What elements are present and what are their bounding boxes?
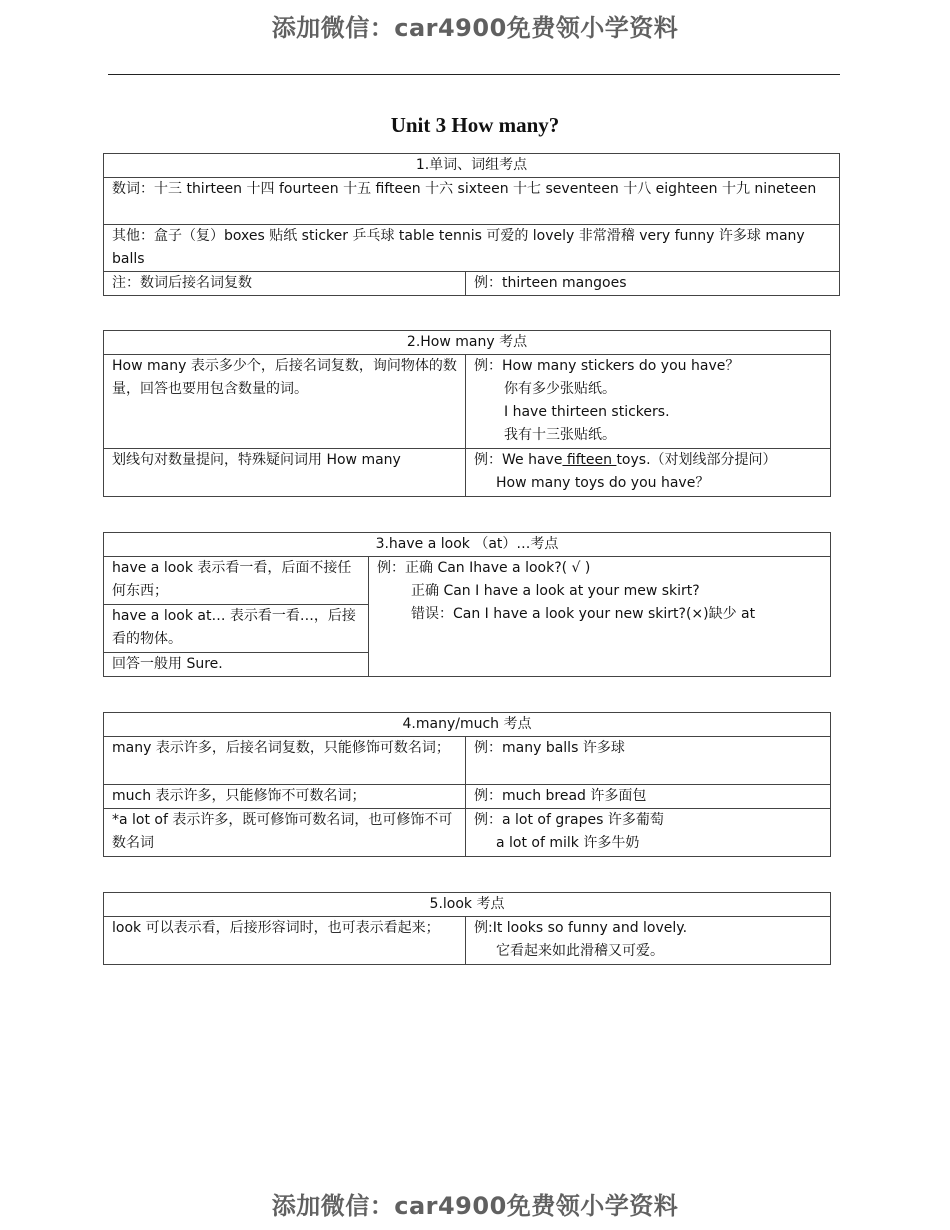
- section1-table: [103, 153, 840, 296]
- section2-example-line2: 你有多少张贴纸。: [504, 381, 616, 397]
- section5-row1-left: look 可以表示看，后接形容词时，也可表示看起来；: [104, 917, 466, 965]
- section3-left2: have a look at… 表示看一看…，后接看的物体。: [104, 605, 369, 653]
- header-divider: [108, 74, 840, 75]
- section2-example-line4: 我有十三张贴纸。: [504, 427, 616, 443]
- section4-row2-left: much 表示许多，只能修饰不可数名词；: [104, 785, 466, 809]
- section1-note-left: 注：数词后接名词复数: [104, 272, 466, 296]
- section2-row1-left: How many 表示多少个，后接名词复数，询问物体的数量，回答也要用包含数量的词。: [104, 355, 466, 449]
- section3-header: 3.have a look （at）…考点: [104, 533, 831, 557]
- section1-others-row: 其他：盒子（复）boxes 贴纸 sticker 乒乓球 table tennis 可爱的 lovely 非常滑稽 very funny 许多球 many balls: [104, 225, 840, 272]
- section3-table: [103, 532, 831, 677]
- section4-row1-right: 例：many balls 许多球: [466, 737, 831, 785]
- section5-example-line1: 例:It looks so funny and lovely.: [474, 920, 688, 936]
- section2-row2-left: 划线句对数量提问，特殊疑问词用 How many: [104, 449, 466, 497]
- section2-example-line3: I have thirteen stickers.: [504, 404, 670, 420]
- section2-header: 2.How many 考点: [104, 331, 831, 355]
- section4-row3-left: *a lot of 表示许多，既可修饰可数名词，也可修饰不可数名词: [104, 809, 466, 857]
- section2-example-question: How many toys do you have？: [496, 475, 710, 491]
- section5-example-line2: 它看起来如此滑稽又可爱。: [496, 943, 664, 959]
- watermark-top: 添加微信：car4900免费领小学资料: [271, 14, 679, 42]
- section3-example-line3: 错误：Can I have a look your new skirt?(×)缺少 at: [411, 606, 756, 622]
- section2-table: [103, 330, 831, 497]
- section4-example-line1: 例：a lot of grapes 许多葡萄: [474, 812, 664, 828]
- section4-row2-right: 例：much bread 许多面包: [466, 785, 831, 809]
- watermark-bottom: 添加微信：car4900免费领小学资料: [271, 1192, 679, 1220]
- section2-example-post: toys.（对划线部分提问）: [616, 452, 777, 468]
- section4-row1-left: many 表示许多，后接名词复数，只能修饰可数名词；: [104, 737, 466, 785]
- section3-left1: have a look 表示看一看，后面不接任何东西；: [104, 557, 369, 605]
- section2-example-pre: 例：We have: [474, 452, 563, 468]
- section5-row1-right: [466, 917, 831, 965]
- section4-table: [103, 712, 831, 857]
- section4-example-line2: a lot of milk 许多牛奶: [496, 835, 640, 851]
- section4-header: 4.many/much 考点: [104, 713, 831, 737]
- section3-right: [369, 557, 831, 677]
- section2-underline-example: [474, 449, 822, 472]
- section3-left3: 回答一般用 Sure.: [104, 653, 369, 677]
- section3-example-line2: 正确 Can I have a look at your mew skirt?: [411, 583, 700, 599]
- section1-header: 1.单词、词组考点: [104, 154, 840, 178]
- section3-example-line1: 例：正确 Can Ihave a look?( √ ): [377, 560, 591, 576]
- section1-note-right: 例：thirteen mangoes: [466, 272, 840, 296]
- section5-header: 5.look 考点: [104, 893, 831, 917]
- section1-numbers-row: 数词：十三 thirteen 十四 fourteen 十五 fifteen 十六 sixteen 十七 seventeen 十八 eighteen 十九 nineteen: [104, 178, 840, 225]
- section2-example-underlined: fifteen: [562, 452, 617, 468]
- section2-row2-right: [466, 449, 831, 497]
- section2-example-line1: 例：How many stickers do you have？: [474, 358, 740, 374]
- page-title: Unit 3 How many?: [390, 113, 560, 137]
- section5-table: [103, 892, 831, 965]
- section4-row3-right: [466, 809, 831, 857]
- section2-row1-right: [466, 355, 831, 449]
